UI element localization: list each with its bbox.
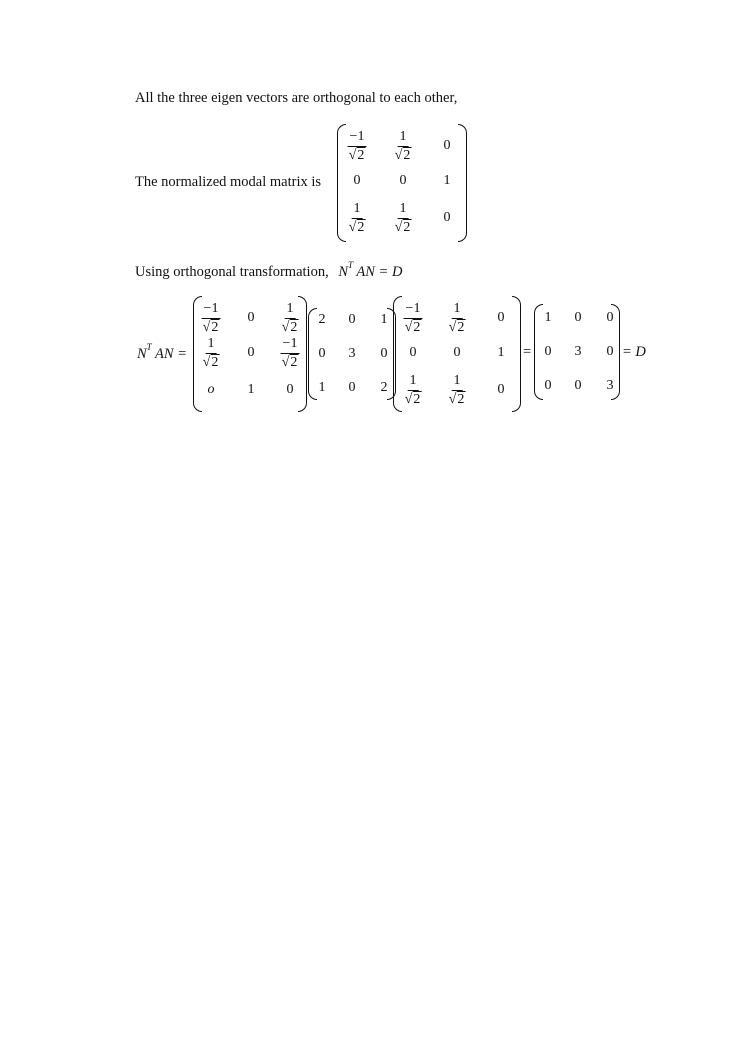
matrix-cell: $\frac{1}{√2}$	[281, 301, 298, 335]
matrix-cell: 0	[353, 173, 361, 188]
matrix-cell: 0	[318, 346, 326, 361]
matrix-cell: 0	[453, 345, 461, 360]
matrix-cell: $\frac{1}{√2}$	[394, 201, 411, 235]
matrix-a	[308, 308, 396, 400]
matrix-cell: 0	[247, 310, 255, 325]
matrix-cell: $\frac{1}{√2}$	[404, 373, 421, 407]
matrix-cell: 0	[606, 344, 614, 359]
matrix-cell: 0	[574, 310, 582, 325]
matrix-cell: 0	[286, 382, 294, 397]
matrix-cell: 1	[544, 310, 552, 325]
transform-rule: $N^T$ AN = D	[338, 260, 403, 280]
matrix-cell: $\frac{1}{√2}$	[448, 373, 465, 407]
matrix-n	[393, 296, 521, 412]
matrix-cell: $\frac{1}{√2}$	[394, 129, 411, 163]
matrix-cell: 3	[606, 378, 614, 393]
matrix-cell: $\frac{-1}{√2}$	[202, 301, 219, 335]
right-paren	[512, 296, 521, 412]
matrix-cell: 0	[544, 344, 552, 359]
intro-text: All the three eigen vectors are orthogonal to each other,	[135, 90, 458, 106]
matrix-cell: 0	[574, 378, 582, 393]
matrix-cell: 0	[606, 310, 614, 325]
matrix-cell: 0	[443, 210, 451, 225]
matrix-cell: $\frac{-1}{√2}$	[404, 301, 421, 335]
matrix-cell: $\frac{1}{√2}$	[348, 201, 365, 235]
left-paren	[337, 124, 346, 242]
matrix-cell: 0	[348, 380, 356, 395]
equals-sign-1: =	[523, 344, 532, 360]
matrix-cell: 0	[247, 345, 255, 360]
matrix-cell: $\frac{-1}{√2}$	[348, 129, 365, 163]
modal-matrix-label: The normalized modal matrix is	[135, 174, 322, 190]
normalized-modal-matrix	[337, 124, 467, 242]
left-paren	[393, 296, 402, 412]
n-transpose-matrix	[193, 296, 307, 412]
result-d: = D	[622, 344, 646, 360]
matrix-cell: 0	[497, 310, 505, 325]
matrix-cell: 1	[318, 380, 326, 395]
left-paren	[534, 304, 543, 400]
right-paren	[458, 124, 467, 242]
matrix-cell: 1	[443, 173, 451, 188]
matrix-cell: 0	[544, 378, 552, 393]
transformation-text: Using orthogonal transformation,	[135, 263, 329, 280]
matrix-cell: 3	[348, 346, 356, 361]
matrix-cell: 0	[409, 345, 417, 360]
matrix-cell: 1	[497, 345, 505, 360]
matrix-cell: 0	[380, 346, 388, 361]
diagonal-matrix-d	[534, 304, 620, 400]
matrix-cell: 0	[497, 382, 505, 397]
matrix-cell: $\frac{1}{√2}$	[448, 301, 465, 335]
matrix-cell: 3	[574, 344, 582, 359]
matrix-cell: $\frac{-1}{√2}$	[281, 336, 298, 370]
main-lhs: $N^T$ AN =	[137, 342, 187, 362]
matrix-cell: o	[207, 382, 215, 397]
matrix-cell: 2	[380, 380, 388, 395]
matrix-cell: 0	[399, 173, 407, 188]
matrix-cell: $\frac{1}{√2}$	[202, 336, 219, 370]
left-paren	[308, 308, 317, 400]
matrix-cell: 0	[443, 138, 451, 153]
transformation-label	[135, 262, 402, 281]
matrix-cell: 0	[348, 312, 356, 327]
matrix-cell: 2	[318, 312, 326, 327]
matrix-cell: 1	[380, 312, 388, 327]
matrix-cell: 1	[247, 382, 255, 397]
